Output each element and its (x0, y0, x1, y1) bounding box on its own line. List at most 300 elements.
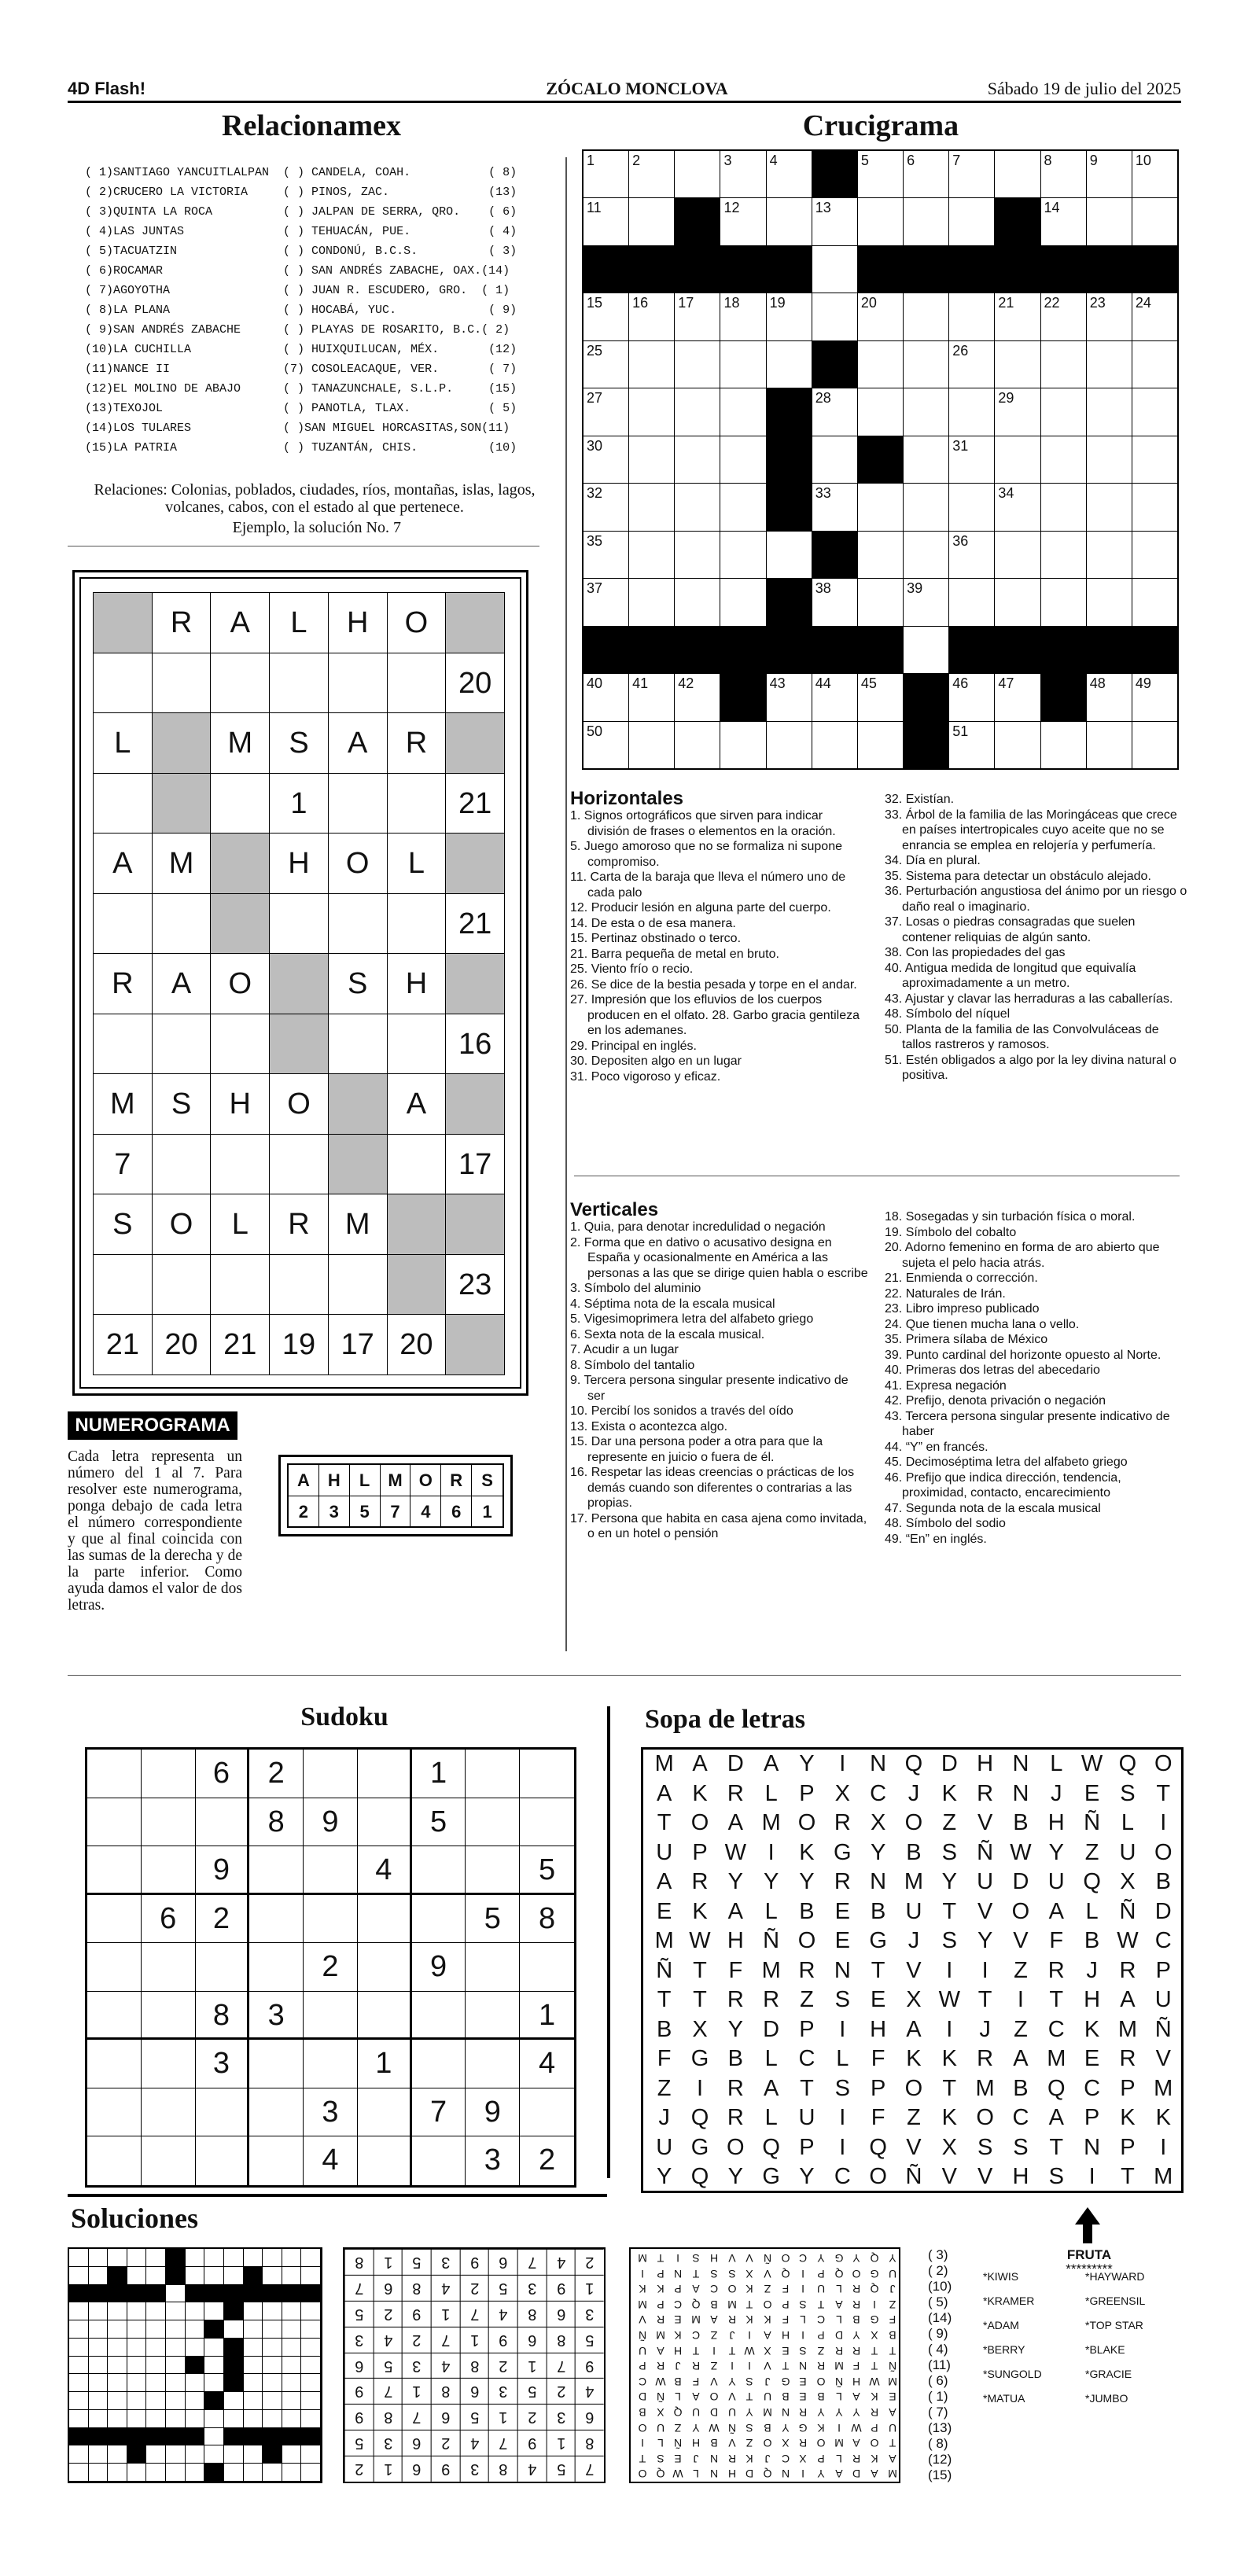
clue: 31. Poco vigoroso y eficaz. (570, 1069, 721, 1084)
key-letter: L (350, 1465, 381, 1496)
sol-sopa-letter: L (800, 2313, 807, 2327)
sol-sudoku-cell: 1 (374, 2456, 403, 2482)
sopa-letter: Ñ (1154, 2016, 1172, 2042)
sol-sopa-letter: T (889, 2437, 896, 2450)
crossword-cell (1041, 198, 1087, 245)
crossword-cell (629, 151, 675, 198)
crossword-cell (949, 436, 995, 484)
sol-crossword-cell (263, 2357, 282, 2375)
crossword-cell (995, 532, 1040, 579)
sudoku-cell (358, 2088, 412, 2137)
clue: 32. Existían. (885, 793, 955, 806)
sol-sopa-letter: Ñ (674, 2437, 683, 2450)
sopa-letter: Y (727, 1869, 743, 1894)
crossword-cell (1132, 627, 1178, 674)
sol-sudoku-cell: 5 (344, 2301, 374, 2327)
crossword-cell (675, 722, 720, 769)
sudoku-cell (466, 2040, 520, 2088)
sudoku-cell (412, 1895, 466, 1944)
sudoku-cell (466, 1943, 520, 1992)
clue: 5. Juego amoroso que no se formaliza ni supone compromiso. (570, 840, 842, 869)
numerograma-key-frame (278, 1455, 513, 1536)
sol-sopa-letter: N (709, 2452, 718, 2465)
crossword-cell (767, 484, 812, 531)
sopa-letter: L (764, 1780, 778, 1806)
sol-sopa-letter: D (709, 2406, 718, 2419)
crossword-cell (675, 293, 720, 340)
sol-word: *TOP STAR (1085, 2319, 1143, 2331)
sol-sopa-letter: Y (727, 2375, 736, 2388)
sopa-letter: P (1120, 2075, 1136, 2101)
sol-crossword-cell (224, 2320, 244, 2339)
sol-sudoku-cell: 8 (344, 2249, 374, 2275)
sopa-letter: O (1154, 1751, 1173, 1776)
sopa-letter: K (941, 2105, 957, 2130)
sol-relacion: ( 2) (928, 2263, 948, 2278)
crossword-cell (584, 388, 629, 436)
sol-crossword-cell (224, 2339, 244, 2357)
numerograma-cell: O (153, 1194, 212, 1255)
sol-sopa-letter: T (745, 2390, 753, 2404)
sopa-row (646, 1809, 1181, 1838)
sol-sopa-letter: Q (691, 2298, 701, 2311)
crossword-number: 51 (952, 723, 969, 739)
sol-sopa-letter: Z (889, 2298, 896, 2311)
sol-sudoku-cell: 3 (344, 2327, 374, 2353)
sol-sopa-letter: Q (834, 2267, 844, 2280)
numerograma-cell (446, 834, 505, 894)
sol-crossword-cell (108, 2357, 127, 2375)
sol-crossword-cell (186, 2249, 205, 2267)
sol-sopa-letter: X (799, 2452, 807, 2465)
numerograma-cell (329, 1135, 388, 1195)
sopa-letter: Q (1047, 2075, 1066, 2101)
numerograma-cell (329, 1074, 388, 1135)
sopa-letter: F (728, 1957, 743, 1983)
sopa-letter: A (656, 1780, 672, 1806)
sol-sopa-letter: Y (852, 2406, 861, 2419)
sol-relacion: (12) (928, 2452, 952, 2467)
numerograma-cell (94, 593, 153, 653)
sopa-letter: K (1084, 2016, 1100, 2042)
sol-sopa-letter: Y (745, 2406, 753, 2419)
key-number: 4 (410, 1496, 441, 1528)
key-number: 3 (319, 1496, 350, 1528)
crossword-cell (1041, 151, 1087, 198)
sol-sopa-letter: T (657, 2252, 664, 2265)
sol-crossword-cell (282, 2357, 302, 2375)
sol-crossword-cell (127, 2302, 147, 2320)
sopa-row (646, 1985, 1181, 2015)
sopa-letter: D (1012, 1869, 1029, 1894)
sol-word: *BERRY (983, 2343, 1025, 2356)
sopa-letter: W (689, 1928, 711, 1953)
crossword-cell (812, 198, 858, 245)
clue: 41. Expresa negación (885, 1378, 1007, 1393)
sol-crossword-cell (69, 2267, 89, 2285)
sol-crossword-cell (224, 2428, 244, 2446)
crossword-cell (629, 198, 675, 245)
sol-sopa-letter: Q (781, 2267, 790, 2280)
relacion-row: ( 5)TACUATZIN ( ) CONDONÚ, B.C.S. ( 3) (85, 245, 517, 258)
sol-crossword-cell (127, 2285, 147, 2303)
crossword-cell (675, 341, 720, 388)
sol-crossword-cell (166, 2392, 186, 2410)
sol-sudoku-cell: 2 (517, 2404, 547, 2430)
sopa-letter: T (1049, 1987, 1064, 2012)
crossword-cell (584, 151, 629, 198)
sol-sudoku-cell: 9 (344, 2378, 374, 2404)
numerograma-cell: 1 (270, 774, 329, 834)
relacion-row: ( 7)AGOYOTHA ( ) JUAN R. ESCUDERO, GRO. ( 1) (85, 284, 510, 297)
sudoku-cell (304, 1992, 358, 2041)
sopa-letter: J (979, 2016, 991, 2042)
crossword-cell (904, 674, 949, 721)
sopa-letter: D (1154, 1898, 1172, 1924)
sol-crossword-cell (146, 2339, 166, 2357)
sol-sopa-letter: W (869, 2375, 880, 2388)
sopa-letter: S (834, 1987, 850, 2012)
sudoku-cell: 4 (358, 1846, 412, 1895)
key-letter: O (410, 1465, 441, 1496)
sol-relacion: (10) (928, 2279, 952, 2294)
numerograma-cell (94, 774, 153, 834)
sol-sopa-letter: Z (710, 2329, 718, 2342)
sopa-letter: R (727, 1780, 744, 1806)
sol-sopa-letter: M (638, 2298, 647, 2311)
crossword-number: 24 (1135, 295, 1151, 311)
sopa-letter: L (836, 2046, 849, 2071)
crossword-number: 11 (587, 200, 602, 216)
crossword-cell (858, 341, 904, 388)
sopa-letter: C (798, 2046, 815, 2071)
sol-sopa-letter: R (727, 2313, 736, 2327)
sol-sopa-letter: R (834, 2344, 843, 2357)
sol-sopa-letter: C (816, 2313, 826, 2327)
sopa-letter: X (941, 2134, 957, 2160)
sopa-letter: N (1012, 1780, 1029, 1806)
sol-sopa-letter: R (852, 2452, 861, 2465)
sol-crossword-cell (166, 2339, 186, 2357)
sol-sopa-letter: K (745, 2452, 753, 2465)
sol-sudoku-cell: 6 (431, 2404, 460, 2430)
sol-sopa-letter: Y (852, 2252, 861, 2265)
numerograma-cell: 21 (446, 774, 505, 834)
sol-sopa-letter: Y (835, 2406, 843, 2419)
sol-crossword-cell (127, 2464, 147, 2482)
sopa-letter: V (1155, 2046, 1171, 2071)
sol-sopa-letter: R (852, 2283, 861, 2296)
sol-sudoku-cell: 7 (402, 2404, 431, 2430)
sol-sopa-letter: F (853, 2360, 860, 2373)
crossword-cell (629, 246, 675, 293)
sol-sopa-letter: V (727, 2252, 736, 2265)
sol-sudoku-cell: 4 (431, 2353, 460, 2379)
numerograma-cell: 20 (388, 1315, 447, 1375)
sopa-letter: N (870, 1869, 887, 1894)
numerograma-cell (329, 653, 388, 714)
sudoku-cell: 1 (412, 1750, 466, 1798)
clue: 36. Perturbación angustiosa del ánimo por un riesgo o daño real o imaginario. (885, 885, 1187, 914)
numerograma-cell: H (329, 593, 388, 653)
sopa-letter: K (799, 1839, 815, 1865)
sudoku-cell: 3 (249, 1992, 304, 2041)
numerograma-cell (388, 1135, 447, 1195)
sopa-letter: A (692, 1751, 708, 1776)
sopa-letter: B (870, 1898, 886, 1924)
crossword-cell (1132, 246, 1178, 293)
crossword-cell (904, 627, 949, 674)
sol-sopa-letter: Y (692, 2421, 700, 2434)
crossword-cell (1087, 579, 1132, 626)
sol-crossword-cell (89, 2302, 109, 2320)
clue: 21. Enmienda o corrección. (885, 1271, 1038, 1285)
crossword-cell (1041, 532, 1087, 579)
sol-sopa-letter: D (638, 2390, 647, 2404)
sopa-letter: Ñ (977, 1839, 994, 1865)
crossword-cell (904, 436, 949, 484)
numerograma-cell (446, 1194, 505, 1255)
crossword-cell (949, 674, 995, 721)
sol-relacion: ( 1) (928, 2389, 948, 2404)
sopa-row (646, 1926, 1181, 1956)
sol-crossword-cell (146, 2357, 166, 2375)
sol-sudoku-cell: 9 (344, 2404, 374, 2430)
sudoku-cell (358, 1895, 412, 1944)
sudoku-cell (87, 1846, 142, 1895)
sol-sopa-letter: T (817, 2298, 825, 2311)
sudoku-cell (412, 1992, 466, 2041)
sol-sudoku-cell: 1 (488, 2404, 517, 2430)
sol-sudoku-cell: 6 (547, 2301, 576, 2327)
sol-sudoku-cell: 4 (488, 2301, 517, 2327)
numerograma-cell (270, 894, 329, 955)
sol-crossword-cell (127, 2249, 147, 2267)
numerograma-cell: H (270, 834, 329, 894)
crossword-number: 15 (587, 295, 603, 311)
page-header-left: 4D Flash! (68, 79, 146, 98)
sol-crossword-cell (244, 2428, 263, 2446)
crossword-cell (629, 436, 675, 484)
sopa-letter: O (690, 1810, 709, 1835)
sol-sopa-letter: B (781, 2390, 790, 2404)
sudoku-cell (520, 2088, 574, 2137)
numerograma-cell: O (270, 1074, 329, 1135)
sopa-letter: T (1049, 2134, 1064, 2160)
crossword-cell (584, 722, 629, 769)
crossword-number: 14 (1044, 200, 1060, 216)
sol-sudoku-cell: 1 (547, 2430, 576, 2456)
sol-sopa-letter: Ñ (727, 2421, 736, 2434)
sol-sudoku-cell: 6 (517, 2327, 547, 2353)
sopa-letter: I (839, 1751, 846, 1776)
sudoku-cell: 9 (466, 2088, 520, 2137)
crossword-cell (767, 436, 812, 484)
sol-sopa-letter: C (638, 2375, 647, 2388)
sol-sopa-letter: K (745, 2313, 753, 2327)
crossword-cell (812, 246, 858, 293)
sol-crossword-cell (204, 2374, 224, 2392)
sudoku-cell: 4 (520, 2040, 574, 2088)
sopa-letter: R (977, 2046, 994, 2071)
sol-sopa-letter: U (656, 2421, 664, 2434)
sol-sopa-letter: O (870, 2437, 879, 2450)
sopa-letter: U (977, 1869, 994, 1894)
sopa-letter: Y (763, 1869, 779, 1894)
crossword-cell (1041, 341, 1087, 388)
sol-sudoku-cell: 8 (374, 2404, 403, 2430)
sol-sudoku-cell: 4 (431, 2275, 460, 2301)
crossword-cell (812, 388, 858, 436)
crossword-cell (675, 388, 720, 436)
sopa-letter: H (727, 1928, 744, 1953)
sol-sopa-letter: G (870, 2267, 879, 2280)
sopa-letter: I (981, 1957, 988, 1983)
crossword-cell (1087, 151, 1132, 198)
clue: 15. Dar una persona poder a otra para que la represente en juicio o fuera de él. (570, 1435, 823, 1464)
sopa-letter: D (763, 2016, 780, 2042)
mid-rule (68, 1675, 1181, 1676)
sol-sudoku-cell: 3 (460, 2456, 489, 2482)
clue: 3. Símbolo del aluminio (570, 1282, 701, 1295)
sol-sopa-letter: N (781, 2467, 790, 2481)
sopa-letter: X (906, 1987, 922, 2012)
sol-crossword-cell (204, 2302, 224, 2320)
crossword-cell (858, 484, 904, 531)
sol-sopa-letter: K (674, 2329, 683, 2342)
sopa-letter: W (938, 1987, 960, 2012)
sol-crossword-cell (108, 2428, 127, 2446)
sol-sudoku-cell: 1 (402, 2378, 431, 2404)
sol-sopa-letter: M (887, 2467, 897, 2481)
sudoku-cell: 4 (304, 2136, 358, 2185)
sopa-row (646, 2044, 1181, 2074)
clue: 48. Símbolo del níquel (885, 1007, 1011, 1021)
sol-crossword-cell (89, 2357, 109, 2375)
sol-crossword-cell (127, 2410, 147, 2428)
numerograma-cell (211, 1014, 270, 1075)
crossword-cell (1132, 674, 1178, 721)
sol-crossword-cell (244, 2285, 263, 2303)
crossword-cell (1041, 246, 1087, 293)
crossword-cell (767, 198, 812, 245)
key-number: 6 (441, 1496, 472, 1528)
sol-sopa-letter: K (745, 2283, 753, 2296)
sudoku-cell (466, 1992, 520, 2041)
sopa-letter: T (693, 1987, 707, 2012)
sol-crossword-cell (301, 2285, 321, 2303)
sol-crossword-cell (263, 2410, 282, 2428)
sol-crossword-cell (166, 2428, 186, 2446)
relacionamex-title: Relacionamex (222, 109, 401, 142)
sopa-letter: K (906, 2046, 922, 2071)
sopa-letter: M (1047, 2046, 1066, 2071)
sol-sopa-letter: A (710, 2313, 718, 2327)
sol-sopa-letter: P (817, 2267, 825, 2280)
sol-crossword-cell (301, 2445, 321, 2464)
sol-sudoku-cell: 6 (488, 2249, 517, 2275)
crossword-cell (904, 151, 949, 198)
sol-sopa-letter: M (655, 2329, 665, 2342)
clue: 33. Árbol de la familia de las Moringáceas que crece en países intertropicales cuyo aceite que no se enrancia se emplea en relojería y perfumería. (885, 808, 1177, 852)
sopa-letter: R (834, 1869, 851, 1894)
sol-crossword-cell (108, 2374, 127, 2392)
sopa-letter: I (1160, 2134, 1167, 2160)
numerograma-cell (388, 1014, 447, 1075)
sopa-letter: O (904, 1810, 923, 1835)
crossword-cell (858, 627, 904, 674)
sol-crossword-cell (263, 2374, 282, 2392)
sol-sopa-letter: N (709, 2467, 718, 2481)
sopa-letter: Y (1048, 1839, 1064, 1865)
sol-sudoku-cell: 6 (402, 2430, 431, 2456)
sol-sopa-letter: N (674, 2267, 683, 2280)
crossword-number: 42 (678, 675, 694, 692)
crossword-cell (1087, 341, 1132, 388)
sol-crossword-cell (186, 2464, 205, 2482)
crossword-cell (720, 151, 766, 198)
crossword-cell (995, 341, 1040, 388)
sopa-row (646, 1956, 1181, 1986)
sol-crossword-cell (69, 2357, 89, 2375)
crossword-number: 26 (952, 342, 969, 359)
numerograma-cell: L (211, 1194, 270, 1255)
crossword-cell (949, 484, 995, 531)
crossword-cell (584, 532, 629, 579)
sol-sudoku-cell: 5 (575, 2327, 604, 2353)
crossword-cell (675, 627, 720, 674)
sudoku-cell: 3 (466, 2136, 520, 2185)
crossword-cell (720, 246, 766, 293)
sol-sudoku-cell: 8 (488, 2456, 517, 2482)
sopa-letter: Y (656, 2164, 672, 2189)
sol-crossword-cell (244, 2374, 263, 2392)
sol-sopa-letter: O (727, 2283, 736, 2296)
sol-sopa-letter: O (709, 2390, 719, 2404)
sol-sudoku-cell: 8 (517, 2301, 547, 2327)
sol-crossword-cell (89, 2464, 109, 2482)
sol-crossword-cell (186, 2357, 205, 2375)
sol-crossword-cell (127, 2374, 147, 2392)
numerograma-cell (270, 1014, 329, 1075)
sol-crossword-cell (127, 2445, 147, 2464)
sopa-letter: X (834, 1780, 850, 1806)
sudoku-cell (196, 1943, 250, 1992)
crossword-cell (858, 436, 904, 484)
sol-crossword-cell (146, 2267, 166, 2285)
sol-crossword-cell (186, 2428, 205, 2446)
sudoku-cell (142, 2136, 196, 2185)
numerograma-instructions: Cada letra representa un número del 1 al 7. Para resolver este numerograma, ponga debajo de cada letra el número correspondiente y que al final coincida con las sumas de la derecha y de la parte inferior. Como ayuda damos el valor de dos letras. (68, 1448, 242, 1614)
sol-sopa-letter: R (852, 2344, 861, 2357)
sol-crossword-cell (301, 2320, 321, 2339)
crossword-number: 34 (998, 485, 1014, 502)
sopa-letter: H (870, 2016, 887, 2042)
sopa-letter: A (656, 1869, 672, 1894)
crossword-number: 12 (723, 200, 740, 216)
sopa-letter: U (1119, 1839, 1136, 1865)
sopa-letter: T (1121, 2164, 1135, 2189)
numerograma-cell: R (270, 1194, 329, 1255)
sol-crossword-cell (263, 2267, 282, 2285)
clue: 43. Ajustar y clavar las herraduras a las caballerías. (885, 992, 1173, 1006)
sol-sudoku-cell: 9 (460, 2249, 489, 2275)
numerograma-cell: S (94, 1194, 153, 1255)
sopa-letter: L (764, 1898, 778, 1924)
relacion-row: ( 9)SAN ANDRÉS ZABACHE ( ) PLAYAS DE ROSARITO, B.C.( 2) (85, 323, 510, 337)
sol-relacion: (15) (928, 2467, 952, 2482)
numerograma-cell (270, 653, 329, 714)
